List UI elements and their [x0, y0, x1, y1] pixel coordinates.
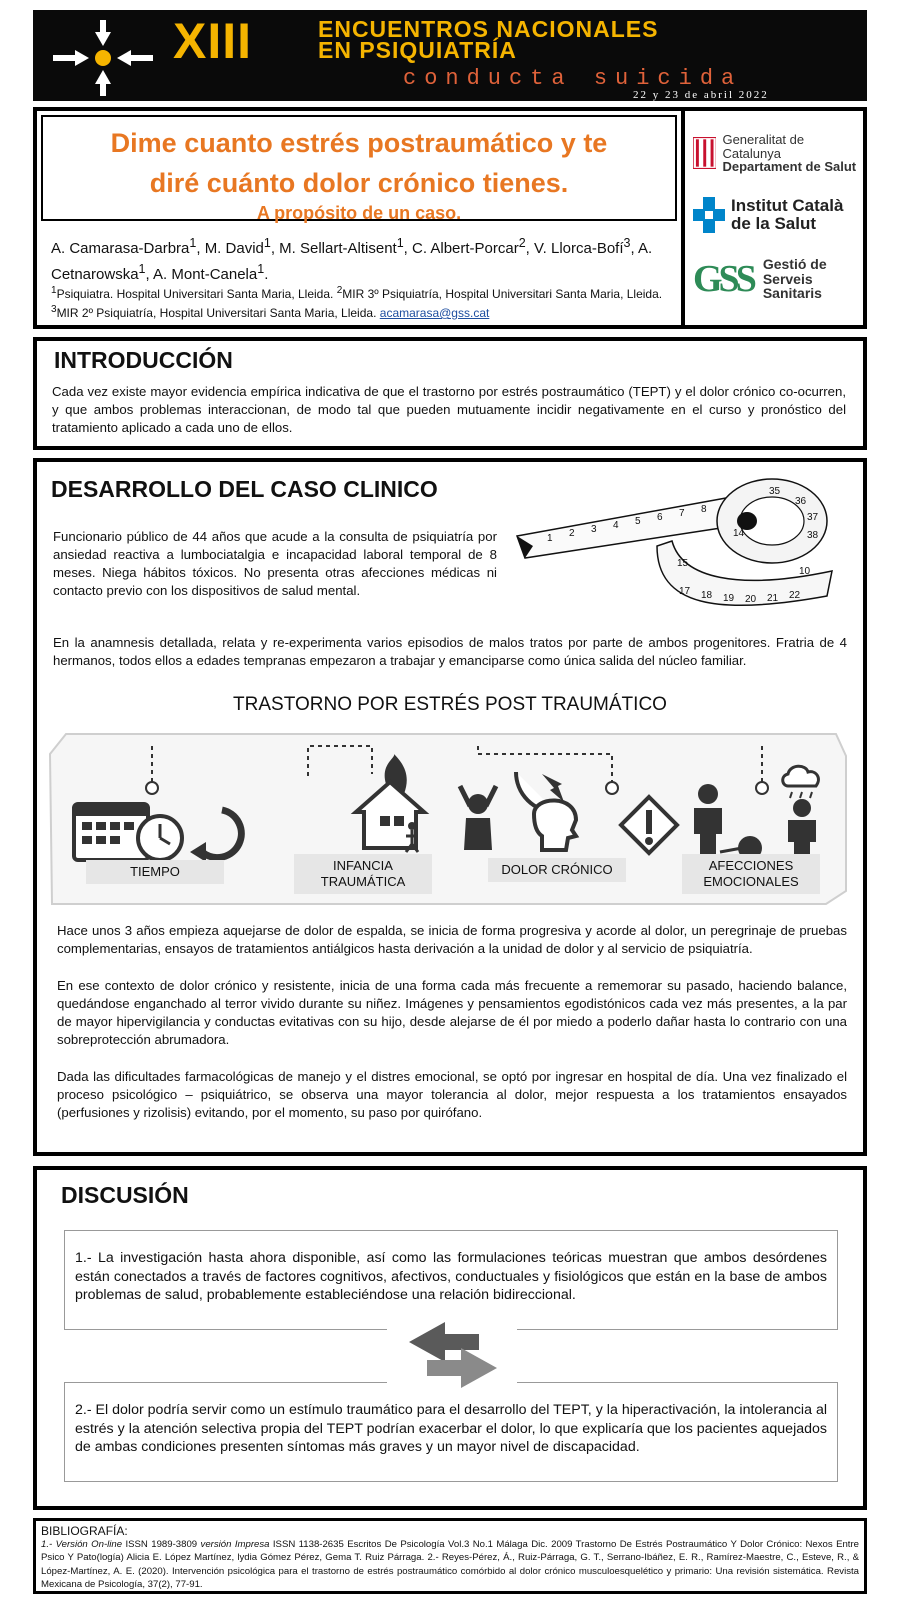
institution-logos — [681, 111, 863, 325]
tape-number: 1 — [547, 533, 553, 544]
affil-sup: 1 — [51, 285, 57, 296]
discussion-section — [33, 1166, 867, 1510]
tape-number: 3 — [591, 524, 597, 535]
banner-line2: EN PSIQUIATRÍA — [318, 37, 517, 63]
gencat-logo — [693, 133, 863, 174]
ptsd-heading: TRASTORNO POR ESTRÉS POST TRAUMÁTICO — [233, 694, 667, 715]
title-panel — [41, 115, 677, 221]
gss-letters: GSS — [693, 258, 753, 301]
ref2: 2.- Reyes-Pérez, Á., Ruiz-Párraga, G. T., Serrano-Ibáñez, E. R., Ramírez-Maestre, C., Esteve, R., & López-Martínez, A. E. (2020). Intervención psicológica para el trastorno de estrés postraumático comórbido al dolor crónico musculoesquelético y primario: Una revisión sistemática. Revista Mexicana de Psicología, 37(2), 77-91. — [41, 1552, 859, 1591]
affil-sup: 2 — [336, 285, 343, 296]
label-afecciones — [682, 854, 820, 894]
measuring-tape-illustration — [507, 466, 847, 626]
calendar-clock-icon — [72, 796, 252, 866]
ref1-num: 1.- — [41, 1539, 53, 1550]
author: A. Camarasa-Darbra — [51, 240, 190, 257]
tape-number: 2 — [569, 528, 575, 539]
author-sup: 3 — [623, 236, 631, 250]
discussion-title: DISCUSIÓN — [61, 1182, 189, 1208]
author: M. Sellart-Altisent — [279, 240, 397, 257]
gss-line2: Serveis Sanitaris — [762, 270, 822, 302]
ref1-issn: ISSN 1989-3809 — [125, 1539, 198, 1550]
case-title: DESARROLLO DEL CASO CLINICO — [51, 476, 438, 502]
tape-number: 18 — [701, 590, 713, 601]
intro-title: INTRODUCCIÓN — [54, 347, 233, 373]
discussion-text-2: 2.- El dolor podría servir como un estímulo traumático para el desarrollo del TEPT, y la hiperactivación, la intolerancia al estrés y la atención selectiva propia del TEPT podrían exacerbar el dolor, lo que explicaría que los pacientes aquejados de ambas condiciones presenten síntomas más graves y un mayor nivel de discapacidad. — [75, 1402, 827, 1455]
gencat-line2: Departament de Salut — [722, 159, 857, 175]
author: C. Albert-Porcar — [412, 240, 519, 257]
tape-number: 5 — [635, 516, 641, 527]
label-afecciones-l2: EMOCIONALES — [703, 874, 799, 889]
label-afecciones-l1: AFECCIONES — [708, 858, 794, 873]
tape-number: 7 — [679, 508, 685, 519]
author: V. Llorca-Bofí — [534, 240, 624, 257]
gss-line1: Gestió de — [762, 256, 827, 272]
tape-number: 19 — [723, 593, 735, 604]
poster-subtitle: A propósito de un caso. — [256, 203, 462, 223]
affil-sup: 3 — [51, 304, 57, 315]
tape-number: 36 — [795, 496, 807, 507]
author-sup: 1 — [138, 262, 146, 276]
bibliography-title: BIBLIOGRAFÍA: — [41, 1524, 128, 1538]
conference-banner — [33, 10, 867, 101]
affiliations — [51, 283, 679, 321]
edition-number: XIII — [173, 13, 253, 69]
tape-number: 10 — [799, 566, 811, 577]
author-sup: 1 — [189, 236, 197, 250]
affil-3: MIR 2º Psiquiatría, Hospital Universitari Santa Maria, Lleida. — [56, 306, 377, 320]
affil-2: MIR 3º Psiquiatría, Hospital Universitari Santa Maria, Lleida. — [342, 287, 663, 301]
label-tiempo: TIEMPO — [86, 860, 224, 884]
bidirectional-arrows-icon — [387, 1320, 517, 1392]
label-dolor: DOLOR CRÓNICO — [488, 858, 626, 882]
ics-line1: Institut Català — [731, 196, 844, 216]
ref1-print: versión Impresa — [200, 1539, 270, 1550]
case-section — [33, 458, 867, 1156]
title-line2: diré cuánto dolor crónico tienes. — [149, 168, 569, 198]
author-sup: 1 — [263, 236, 271, 250]
intro-text: Cada vez existe mayor evidencia empírica indicativa de que el trastorno por estrés postraumático (TEPT) y el dolor crónico co-ocurren, y que ambos problemas interaccionan, de modo tal que pueden mutuamente incidir negativamente en el curso y pronóstico del tratamiento aplicado a cada uno de ellos. — [52, 384, 846, 435]
discussion-point-1 — [64, 1230, 838, 1330]
poster-title — [43, 123, 675, 203]
banner-date: 22 y 23 de abril 2022 — [633, 89, 769, 101]
case-paragraph-3: Hace unos 3 años empieza aquejarse de dolor de espalda, se inicia de forma progresiva y acorde al dolor, un peregrinaje de pruebas complementarias, ensayos de tratamientos antiálgicos hasta derivación a la unidad de dolor y al servicio de psiquiatría. — [57, 923, 847, 956]
tape-number: 35 — [769, 486, 781, 497]
author-sup: 2 — [518, 236, 526, 250]
email-link[interactable]: acamarasa@gss.cat — [379, 306, 490, 320]
ref1-rest: ISSN 1138-2635 Escritos De Psicología Vol.3 No.1 Málaga Dic. 2009 Trastorno De Estrés Postraumático Y Dolor Crónico: Nexos Entre Psico Y Pato(logía) Alicia E. López Martínez, lydia Gómez Pérez, Gema T. Ruiz Párraga. — [41, 1539, 860, 1564]
label-infancia-l2: TRAUMÁTICA — [320, 874, 406, 889]
tape-number: 17 — [679, 586, 691, 597]
affil-1: Psiquiatra. Hospital Universitari Santa Maria, Lleida. — [56, 287, 334, 301]
tape-number: 37 — [807, 512, 819, 523]
tape-number: 38 — [807, 530, 819, 541]
intro-section — [33, 337, 867, 450]
emotional-distress-icon — [686, 762, 836, 862]
gencat-line1: Generalitat de Catalunya — [722, 132, 805, 161]
banner-subtitle: conducta suicida — [403, 66, 743, 91]
author: A. Mont-Canela — [153, 266, 258, 283]
ptsd-infographic — [46, 726, 854, 914]
arrows-converge-icon — [43, 18, 163, 98]
discussion-text-1: 1.- La investigación hasta ahora disponible, así como las formulaciones teóricas muestran que ambos desórdenes están conectados a través de factores cognitivos, afectivos, conductuales y fisiológicos que están en la base de ambos problemas de salud, probablemente estableciéndose una relación bidireccional. — [75, 1250, 827, 1303]
tape-number: 15 — [677, 558, 689, 569]
ics-cross-icon — [693, 197, 725, 233]
author-sup: 1 — [396, 236, 404, 250]
banner-line1: ENCUENTROS NACIONALES — [318, 16, 659, 42]
bibliography — [33, 1518, 867, 1594]
tape-number: 21 — [767, 593, 779, 604]
case-paragraph-1: Funcionario público de 44 años que acude a la consulta de psiquiatría por ansiedad reactiva a lumbociatalgia e incapacidad laboral temporal de 8 meses. Niega hábitos tóxicos. No presenta otras afecciones médicas ni contacto previo con los dispositivos de salud mental. — [53, 529, 497, 598]
chronic-pain-icon — [456, 766, 586, 856]
title-line1: Dime cuanto estrés postraumático y te — [110, 128, 608, 158]
tape-number: 20 — [745, 594, 757, 605]
gss-logo — [693, 257, 863, 301]
author: A. Cetnarowska — [51, 240, 653, 283]
author-sup: 1 — [257, 262, 265, 276]
discussion-point-2 — [64, 1382, 838, 1482]
tape-number: 22 — [789, 590, 801, 601]
label-infancia-l1: INFANCIA — [333, 858, 393, 873]
tape-number: 4 — [613, 520, 619, 531]
tape-number: 14 — [733, 528, 745, 539]
gencat-flag-icon — [693, 137, 716, 169]
warning-icon — [618, 794, 680, 856]
ics-line2: de la Salut — [731, 214, 817, 233]
tape-number: 6 — [657, 512, 663, 523]
case-paragraph-5: Dada las dificultades farmacológicas de manejo y el distres emocional, se optó por ingresar en hospital de día. Una vez finalizado el proceso psicológico – psiquiátrico, se observa una mayor tolerancia al dolor, mejor respuesta a los tratamientos ensayados (perfusiones y rizolisis) evitando, por el momento, su paso por quirófano. — [57, 1069, 847, 1120]
bibliography-text — [41, 1538, 859, 1592]
ics-logo — [693, 197, 863, 233]
label-infancia — [294, 854, 432, 894]
burning-house-icon — [350, 754, 430, 854]
title-block — [33, 107, 867, 329]
author-list: A. Camarasa-Darbra$^1$, M. David$^1$, M. Sellart-Altisent$^1$, C. Albert-Porcar$^2$, V. Llorca-Bofí$^3$, A. Cetnarowska$^1$, A. Mont-Canela$^1$. — [51, 236, 653, 283]
tape-number: 8 — [701, 504, 707, 515]
author: M. David — [204, 240, 264, 257]
case-paragraph-4: En ese contexto de dolor crónico y resistente, inicia de una forma cada más frecuente a rememorar su pasado, haciendo balance, quedándose enganchado al terror vivido durante su niñez. Imágenes y pensamientos egodistónicos cada vez más presentes, a la par de mayor hipervigilancia y conductas evitativas con su hijo, desde alejarse de él por miedo a poderlo dañar hasta lo contrario con una sobreprotección abrumadora. — [57, 978, 847, 1047]
ref1-online: Versión On-line — [55, 1539, 123, 1550]
case-paragraph-2: En la anamnesis detallada, relata y re-experimenta varios episodios de malos tratos por parte de ambos progenitores. Fratria de 4 hermanos, todos ellos a edades tempranas empezaron a trabajar y emanciparse como única salida del núcleo familiar. — [53, 635, 847, 668]
